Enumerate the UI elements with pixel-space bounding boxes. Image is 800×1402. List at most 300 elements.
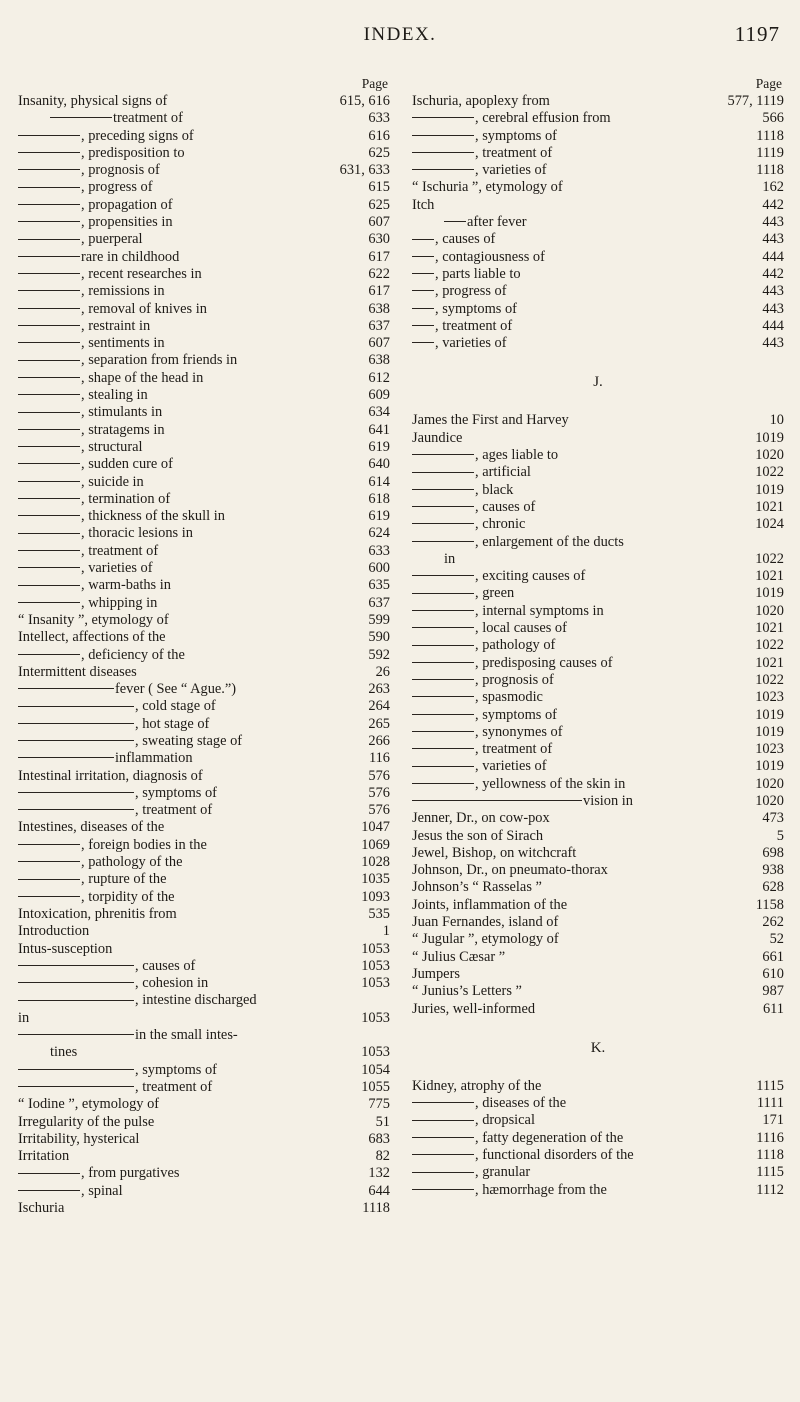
entry-label: Jenner, Dr., on cow-pox xyxy=(412,810,550,827)
page-reference: 987 xyxy=(762,983,784,1000)
entry-text xyxy=(412,620,567,637)
index-entry xyxy=(412,897,784,914)
entry-text xyxy=(444,214,527,231)
entry-label: , sudden cure of xyxy=(81,456,173,473)
index-entry xyxy=(412,672,784,689)
entry-label: Itch xyxy=(412,196,435,213)
entry-label: “ Jugular ”, etymology of xyxy=(412,931,559,948)
entry-text xyxy=(412,301,517,318)
entry-label: , predisposition to xyxy=(81,144,185,161)
index-column-right xyxy=(412,76,784,1199)
index-entry xyxy=(412,145,784,162)
entry-text xyxy=(18,318,150,335)
page-number: 1197 xyxy=(734,22,780,46)
index-entry xyxy=(18,595,390,612)
page-reference: 1093 xyxy=(361,888,390,905)
ditto-dash xyxy=(18,377,80,378)
entry-label: , varieties of xyxy=(475,162,547,179)
entry-text xyxy=(18,612,169,629)
page-reference: 1069 xyxy=(361,836,390,853)
index-entry xyxy=(18,1200,390,1217)
entry-label: “ Insanity ”, etymology of xyxy=(18,611,169,628)
page-reference: 1023 xyxy=(755,741,784,758)
ditto-dash xyxy=(18,360,80,361)
index-entry xyxy=(18,716,390,733)
page-reference: 635 xyxy=(368,577,390,594)
index-entry xyxy=(18,681,390,698)
entry-text xyxy=(18,145,185,162)
page-reference: 1019 xyxy=(755,585,784,602)
entry-label: Jumpers xyxy=(412,965,460,982)
page-reference: 637 xyxy=(368,594,390,611)
page-reference: 661 xyxy=(762,948,784,965)
entry-text xyxy=(412,464,531,481)
page-reference: 442 xyxy=(762,196,784,213)
ditto-dash xyxy=(444,221,466,222)
page-reference: 609 xyxy=(368,387,390,404)
entry-label: Introduction xyxy=(18,923,90,940)
ditto-dash xyxy=(50,117,112,118)
index-entry xyxy=(412,335,784,352)
entry-text xyxy=(50,1044,77,1061)
page-reference: 1112 xyxy=(756,1181,784,1198)
ditto-dash xyxy=(18,412,80,413)
ditto-dash xyxy=(18,792,134,793)
entry-text xyxy=(18,404,162,421)
entry-text xyxy=(412,585,514,602)
entry-text xyxy=(444,551,455,568)
page-reference: 443 xyxy=(762,283,784,300)
index-entry xyxy=(412,914,784,931)
entry-text xyxy=(18,387,148,404)
index-entry xyxy=(412,412,784,429)
entry-label: Intermittent diseases xyxy=(18,663,137,680)
entry-text xyxy=(412,1182,607,1199)
page-reference: 619 xyxy=(368,508,390,525)
entry-text xyxy=(18,249,179,266)
entry-label: , functional disorders of the xyxy=(475,1147,634,1164)
ditto-dash xyxy=(18,463,80,464)
entry-text xyxy=(18,128,194,145)
index-entry xyxy=(412,516,784,533)
index-entry xyxy=(412,724,784,741)
index-entry xyxy=(412,1164,784,1181)
page-reference: 444 xyxy=(762,317,784,334)
ditto-dash xyxy=(412,523,474,524)
ditto-dash xyxy=(412,662,474,663)
entry-text xyxy=(18,681,236,698)
ditto-dash xyxy=(18,239,80,240)
entry-text xyxy=(18,975,208,992)
index-entry xyxy=(412,534,784,551)
page-header xyxy=(0,10,800,50)
page-reference: 775 xyxy=(368,1096,390,1113)
ditto-dash xyxy=(18,982,134,983)
entry-text xyxy=(412,724,563,741)
ditto-dash xyxy=(18,723,134,724)
entry-label: rare in childhood xyxy=(81,248,180,265)
entry-label: Irregularity of the pulse xyxy=(18,1113,155,1130)
entry-text xyxy=(18,1096,159,1113)
index-entry xyxy=(412,741,784,758)
entry-label: , varieties of xyxy=(81,560,153,577)
entry-text xyxy=(412,655,612,672)
entry-label: Jaundice xyxy=(412,429,463,446)
page-reference: 610 xyxy=(762,965,784,982)
index-entry xyxy=(18,1114,390,1131)
entry-label: , cohesion in xyxy=(135,975,209,992)
entry-text xyxy=(18,595,157,612)
index-entry xyxy=(18,1079,390,1096)
running-title: INDEX. xyxy=(363,24,437,45)
ditto-dash xyxy=(18,308,80,309)
ditto-dash xyxy=(18,654,80,655)
entry-label: , torpidity of the xyxy=(81,888,175,905)
page-reference: 683 xyxy=(368,1130,390,1147)
entry-text xyxy=(412,335,507,352)
page-reference: 1024 xyxy=(755,516,784,533)
ditto-dash xyxy=(412,256,434,257)
ditto-dash xyxy=(412,454,474,455)
entry-label: in the small intes- xyxy=(135,1027,238,1044)
entry-label: , chronic xyxy=(475,516,526,533)
entry-label: , granular xyxy=(475,1164,531,1181)
entry-label: , stimulants in xyxy=(81,404,163,421)
index-entry xyxy=(18,508,390,525)
entry-label: , warm-baths in xyxy=(81,577,171,594)
index-entry xyxy=(412,949,784,966)
index-entry xyxy=(412,862,784,879)
page-reference: 1115 xyxy=(756,1077,784,1094)
entry-label: , ages liable to xyxy=(475,447,559,464)
index-entry xyxy=(412,482,784,499)
index-entry xyxy=(18,370,390,387)
page-reference: 576 xyxy=(368,784,390,801)
ditto-dash xyxy=(18,152,80,153)
section-letter: J. xyxy=(593,374,603,391)
entry-label: , varieties of xyxy=(435,335,507,352)
entry-label: , separation from friends in xyxy=(81,352,238,369)
ditto-dash xyxy=(412,1154,474,1155)
entry-text xyxy=(412,862,608,879)
page-reference: 1035 xyxy=(361,871,390,888)
ditto-dash xyxy=(412,1102,474,1103)
ditto-dash xyxy=(18,394,80,395)
page-reference: 443 xyxy=(762,300,784,317)
page-reference: 82 xyxy=(375,1148,390,1165)
entry-text xyxy=(18,560,153,577)
entry-text xyxy=(412,1001,535,1018)
page-reference: 938 xyxy=(762,862,784,879)
entry-label: , stratagems in xyxy=(81,421,165,438)
entry-text xyxy=(412,1078,541,1095)
entry-label: Joints, inflammation of the xyxy=(412,896,568,913)
index-entry xyxy=(412,249,784,266)
entry-label: Ischuria xyxy=(18,1200,65,1216)
ditto-dash xyxy=(412,1172,474,1173)
index-entry xyxy=(412,110,784,127)
entry-label: , treatment of xyxy=(135,1078,213,1095)
ditto-dash xyxy=(18,706,134,707)
page-reference: 26 xyxy=(375,663,390,680)
index-entry xyxy=(412,301,784,318)
page-reference: 473 xyxy=(762,810,784,827)
entry-label: , rupture of the xyxy=(81,871,167,888)
entry-text xyxy=(18,456,173,473)
entry-label: Intellect, affections of the xyxy=(18,629,166,646)
entry-text xyxy=(18,474,144,491)
ditto-dash xyxy=(18,446,80,447)
entry-text xyxy=(412,283,507,300)
index-entry xyxy=(412,318,784,335)
index-entry xyxy=(412,1112,784,1129)
page-reference: 1115 xyxy=(756,1164,784,1181)
page-reference: 1020 xyxy=(755,447,784,464)
ditto-dash xyxy=(18,290,80,291)
page-reference: 607 xyxy=(368,214,390,231)
index-entry xyxy=(18,560,390,577)
entry-label: Johnson’s “ Rasselas ” xyxy=(412,879,542,896)
entry-text xyxy=(18,698,216,715)
index-entry xyxy=(18,1131,390,1148)
page-reference: 617 xyxy=(368,248,390,265)
entry-text xyxy=(412,810,550,827)
page-reference: 1019 xyxy=(755,429,784,446)
index-entry xyxy=(18,889,390,906)
entry-text xyxy=(18,837,207,854)
ditto-dash xyxy=(412,239,434,240)
page-reference: 1111 xyxy=(756,1095,784,1112)
entry-label: , progress of xyxy=(81,179,153,196)
entry-text xyxy=(412,534,624,551)
ditto-dash xyxy=(412,627,474,628)
page-reference: 638 xyxy=(368,352,390,369)
entry-text xyxy=(18,1010,29,1027)
index-entry xyxy=(18,664,390,681)
index-entry xyxy=(412,585,784,602)
entry-label: , sentiments in xyxy=(81,335,165,352)
entry-text xyxy=(18,197,173,214)
entry-text xyxy=(18,992,257,1009)
index-entry xyxy=(18,404,390,421)
index-entry xyxy=(412,283,784,300)
entry-label: Ischuria, apoplexy from xyxy=(412,93,550,109)
entry-label: Jesus the son of Sirach xyxy=(412,827,544,844)
index-entry xyxy=(18,906,390,923)
entry-label: , recent researches in xyxy=(81,265,202,282)
page-reference: 641 xyxy=(368,421,390,438)
ditto-dash xyxy=(412,575,474,576)
page-reference: 52 xyxy=(769,931,784,948)
page-reference: 1020 xyxy=(755,792,784,809)
entry-label: treatment of xyxy=(113,110,183,127)
entry-label: Irritation xyxy=(18,1148,70,1165)
ditto-dash xyxy=(18,498,80,499)
entry-label: Intus-susception xyxy=(18,940,113,957)
index-entry xyxy=(412,1001,784,1018)
entry-label: , causes of xyxy=(475,498,536,515)
index-entry xyxy=(18,352,390,369)
index-entry xyxy=(18,525,390,542)
entry-label: , termination of xyxy=(81,490,171,507)
ditto-dash xyxy=(18,585,80,586)
page-reference: 266 xyxy=(368,732,390,749)
entry-label: , structural xyxy=(81,438,143,455)
entry-label: in xyxy=(444,550,456,567)
entry-label: Irritability, hysterical xyxy=(18,1130,140,1147)
page-reference: 616 xyxy=(368,127,390,144)
index-entry xyxy=(18,387,390,404)
page-reference: 638 xyxy=(368,300,390,317)
entry-text xyxy=(18,1114,154,1131)
page-reference: 1019 xyxy=(755,706,784,723)
entry-label: , hæmorrhage from the xyxy=(475,1181,607,1198)
entry-label: Intestines, diseases of the xyxy=(18,819,165,836)
entry-text xyxy=(50,110,183,127)
entry-label: Insanity, physical signs of xyxy=(18,93,168,109)
entry-text xyxy=(18,889,175,906)
page-reference: 1021 xyxy=(755,498,784,515)
page-reference: 1020 xyxy=(755,602,784,619)
index-list-right xyxy=(412,93,784,1199)
page-reference: 577, 1119 xyxy=(727,93,784,109)
page-reference: 132 xyxy=(368,1165,390,1182)
page-reference: 633 xyxy=(368,110,390,127)
ditto-dash xyxy=(18,135,80,136)
page-reference: 615, 616 xyxy=(339,93,390,109)
page-reference: 1116 xyxy=(756,1129,784,1146)
entry-text xyxy=(412,689,543,706)
index-column-left xyxy=(18,76,390,1217)
entry-text xyxy=(412,879,542,896)
page-reference: 1053 xyxy=(361,940,390,957)
index-entry xyxy=(18,785,390,802)
entry-text xyxy=(412,568,585,585)
entry-text xyxy=(18,647,185,664)
index-entry xyxy=(18,1027,390,1044)
entry-label: , preceding signs of xyxy=(81,127,194,144)
entry-label: , spinal xyxy=(81,1182,123,1199)
page-reference: 619 xyxy=(368,438,390,455)
ditto-dash xyxy=(412,593,474,594)
entry-label: , causes of xyxy=(135,957,196,974)
entry-label: , symptoms of xyxy=(135,1061,217,1078)
ditto-dash xyxy=(412,308,434,309)
page-reference: 162 xyxy=(762,179,784,196)
entry-label: Intestinal irritation, diagnosis of xyxy=(18,767,203,784)
index-entry xyxy=(412,162,784,179)
ditto-dash xyxy=(412,152,474,153)
page-reference: 592 xyxy=(368,646,390,663)
entry-text xyxy=(18,179,153,196)
entry-text xyxy=(18,335,165,352)
ditto-dash xyxy=(412,696,474,697)
index-entry xyxy=(18,162,390,179)
entry-label: , spasmodic xyxy=(475,689,543,706)
entry-text xyxy=(18,1027,238,1044)
entry-text xyxy=(18,1062,217,1079)
index-entry xyxy=(412,655,784,672)
index-entry xyxy=(18,750,390,767)
entry-label: , parts liable to xyxy=(435,265,521,282)
entry-label: , causes of xyxy=(435,231,496,248)
index-entry xyxy=(18,733,390,750)
entry-label: , contagiousness of xyxy=(435,248,545,265)
index-entry xyxy=(412,966,784,983)
index-entry xyxy=(412,707,784,724)
entry-label: , artificial xyxy=(475,464,531,481)
entry-text xyxy=(18,768,203,785)
page-reference: 1118 xyxy=(756,1147,784,1164)
index-entry xyxy=(18,854,390,871)
page-reference: 1158 xyxy=(755,896,784,913)
index-entry xyxy=(412,845,784,862)
entry-label: , intestine discharged xyxy=(135,992,257,1009)
ditto-dash xyxy=(18,187,80,188)
ditto-dash xyxy=(412,800,582,801)
entry-label: , removal of knives in xyxy=(81,300,207,317)
index-entry xyxy=(412,879,784,896)
index-entry xyxy=(412,637,784,654)
index-entry xyxy=(412,214,784,231)
entry-text xyxy=(412,966,460,983)
entry-text xyxy=(18,1200,64,1217)
entry-label: , local causes of xyxy=(475,620,567,637)
entry-label: , fatty degeneration of the xyxy=(475,1129,624,1146)
index-entry xyxy=(18,1096,390,1113)
page-reference: 263 xyxy=(368,681,390,698)
index-entry xyxy=(412,1078,784,1095)
entry-label: , thoracic lesions in xyxy=(81,525,193,542)
index-entry xyxy=(18,923,390,940)
entry-label: , dropsical xyxy=(475,1112,535,1129)
page-reference: 1053 xyxy=(361,957,390,974)
entry-text xyxy=(412,128,557,145)
index-entry xyxy=(18,110,390,127)
ditto-dash xyxy=(18,221,80,222)
page-reference: 10 xyxy=(769,412,784,429)
entry-text xyxy=(412,845,576,862)
page-reference: 1055 xyxy=(361,1078,390,1095)
entry-text xyxy=(18,491,170,508)
index-entry xyxy=(18,456,390,473)
index-entry xyxy=(18,1165,390,1182)
entry-text xyxy=(18,750,193,767)
index-entry xyxy=(18,612,390,629)
ditto-dash xyxy=(412,273,434,274)
page-reference: 625 xyxy=(368,144,390,161)
ditto-dash xyxy=(412,783,474,784)
entry-text xyxy=(412,931,559,948)
page-reference: 442 xyxy=(762,265,784,282)
page-reference: 1023 xyxy=(755,689,784,706)
entry-label: , cold stage of xyxy=(135,698,216,715)
entry-label: “ Julius Cæsar ” xyxy=(412,948,506,965)
ditto-dash xyxy=(18,481,80,482)
ditto-dash xyxy=(18,429,80,430)
entry-label: , shape of the head in xyxy=(81,369,204,386)
index-entry xyxy=(412,499,784,516)
ditto-dash xyxy=(18,602,80,603)
index-entry xyxy=(412,983,784,1000)
page-reference: 618 xyxy=(368,490,390,507)
entry-label: , foreign bodies in the xyxy=(81,836,207,853)
entry-label: , enlargement of the ducts xyxy=(475,533,624,550)
entry-text xyxy=(412,793,633,810)
page-reference: 264 xyxy=(368,698,390,715)
entry-text xyxy=(412,1112,535,1129)
entry-label: , sweating stage of xyxy=(135,732,243,749)
